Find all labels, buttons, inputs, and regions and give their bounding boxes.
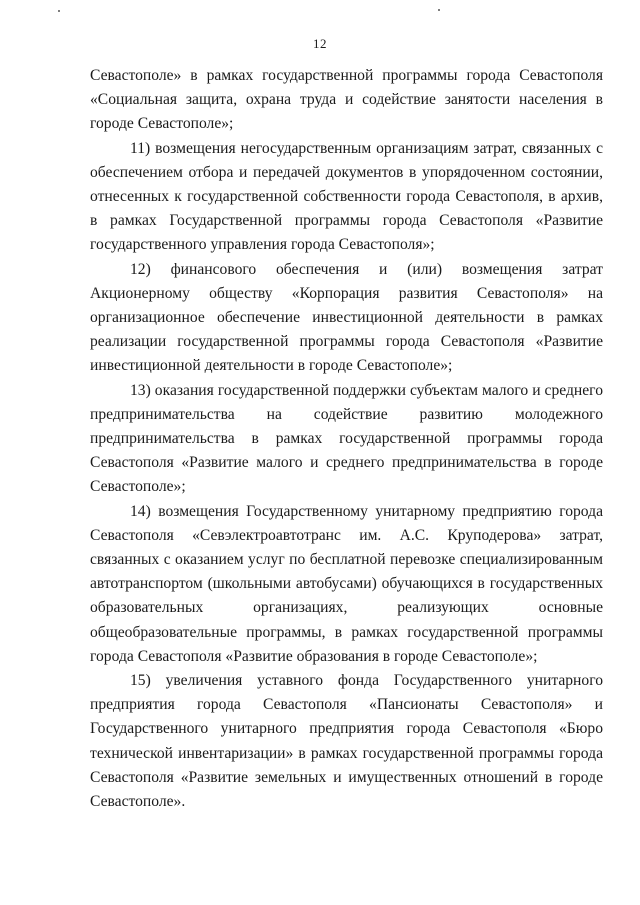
scan-artifact (438, 9, 440, 11)
list-item: 12) финансового обеспечения и (или) возмещения затрат Акционерному обществу «Корпорация развития Севастополя» на организационное обеспечение инвестиционной деятельности в рамках реализации государственной программы города Севастополя «Развитие инвестиционной деятельности в городе Севастополе»; (90, 260, 603, 375)
list-item: 14) возмещения Государственному унитарному предприятию города Севастополя «Севэлектроавтотранс им. А.С. Круподерова» затрат, связанных с оказанием услуг по бесплатной перевозке специализированным автотранспортом (школьными автобусами) обучающихся в государственных образовательных организациях, реализующих основные общеобразовательные программы, в рамках государственной программы города Севастополя «Развитие образования в городе Севастополе»; (90, 502, 603, 665)
list-item: 15) увеличения уставного фонда Государственного унитарного предприятия города Севастополя «Пансионаты Севастополя» и Государственного унитарного предприятия города Севастополя «Бюро технической инвентаризации» в рамках государственной программы города Севастополя «Развитие земельных и имущественных отношений в городе Севастополе». (90, 672, 603, 811)
list-item: 13) оказания государственной поддержки субъектам малого и среднего предпринимательства на содействие развитию молодежного предпринимательства в рамках государственной программы города Севастополя «Развитие малого и среднего предпринимательства в городе Севастополе»; (90, 381, 603, 496)
list-item: 11) возмещения негосударственным организациям затрат, связанных с обеспечением отбора и передачей документов в упорядоченном состоянии, отнесенных к государственной собственности города Севастополя, в архив, в рамках Государственной программы города Севастополя «Развитие государственного управления города Севастополя»; (90, 139, 603, 254)
scan-artifact (58, 10, 60, 12)
continuation-paragraph: Севастополе» в рамках государственной программы города Севастополя «Социальная защита, охрана труда и содействие занятости населения в городе Севастополе»; (90, 67, 603, 133)
document-body (90, 64, 603, 814)
page-number: 12 (313, 36, 327, 51)
